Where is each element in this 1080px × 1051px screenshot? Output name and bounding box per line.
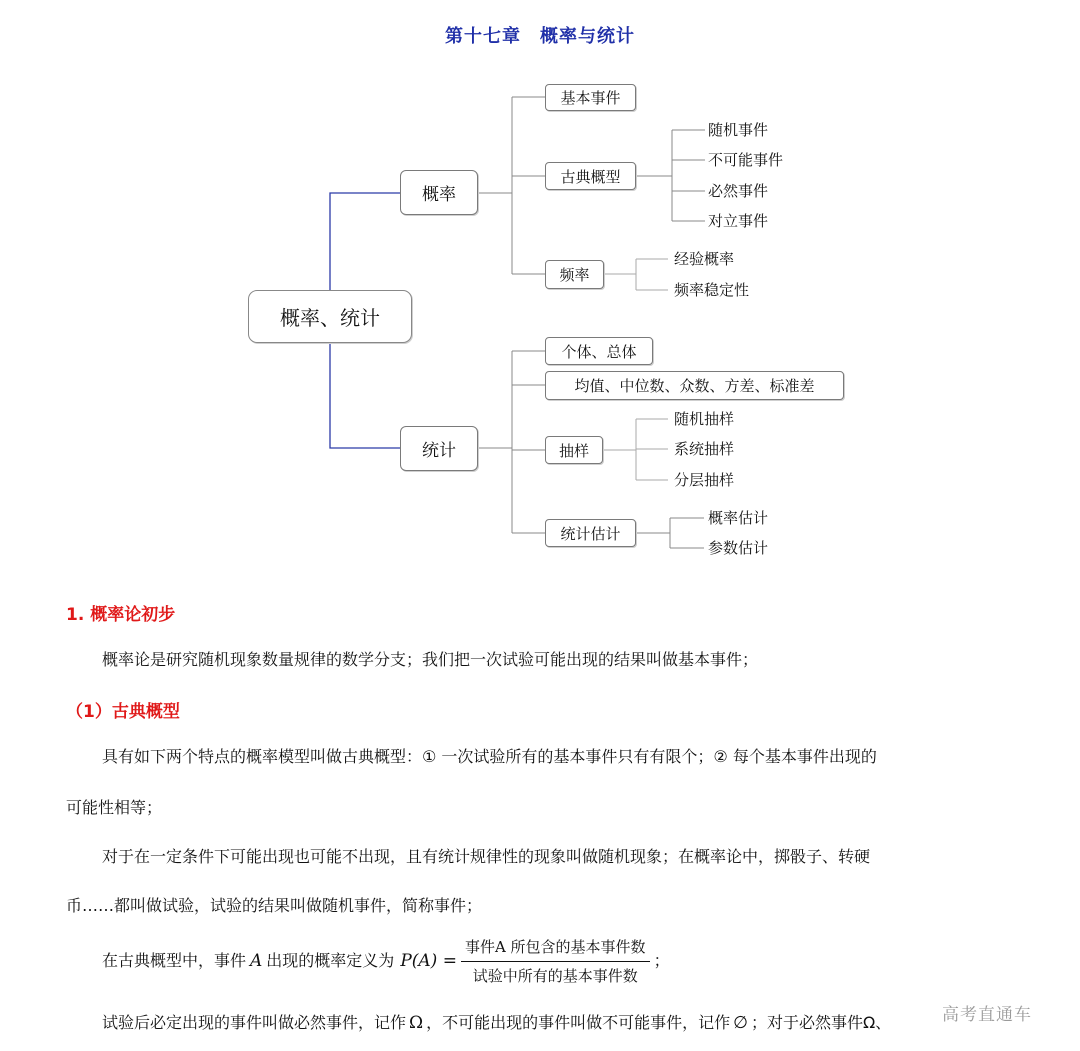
estimation-connector [636,518,704,548]
section-heading-probability-basics: 1. 概率论初步 [66,605,176,625]
leaf-random-event: 随机事件 [708,121,769,139]
paragraph-classical-features-line1: 具有如下两个特点的概率模型叫做古典概型：① 一次试验所有的基本事件只有有限个；② 每个基本事件出现的 [102,747,877,766]
chapter-title: 第十七章 概率与统计 [445,26,635,47]
leaf-frequency-stability: 频率稳定性 [674,281,750,299]
probability-node: 概率 [400,170,478,215]
frequency-node: 频率 [545,260,604,289]
leaf-impossible-event: 不可能事件 [708,151,784,169]
sampling-connector [603,419,668,480]
leaf-stratified-sampling: 分层抽样 [674,471,735,489]
omega-symbol: Ω [409,1013,424,1033]
fraction-denominator: 试验中所有的基本事件数 [472,966,638,985]
probability-fraction [461,935,650,988]
event-variable: A [250,951,263,971]
basic-event-node: 基本事件 [545,84,636,111]
subsection-heading-classical-model: （1）古典概型 [66,702,180,722]
leaf-certain-event: 必然事件 [708,182,769,200]
paragraph-probability-definition: 概率论是研究随机现象数量规律的数学分支；我们把一次试验可能出现的结果叫做基本事件； [102,650,759,669]
formula-lhs: P(A) = [400,951,457,971]
classical-model-node: 古典概型 [545,162,636,190]
leaf-opposite-event: 对立事件 [708,212,769,230]
statistics-connector [478,351,545,533]
frequency-connector [604,259,668,290]
fraction-numerator: 事件A 所包含的基本事件数 [461,935,650,962]
leaf-random-sampling: 随机抽样 [674,410,735,428]
certain-event-text: 试验后必定出现的事件叫做必然事件，记作 [102,1013,407,1032]
paragraph-certain-impossible-events [66,1011,1036,1035]
paragraph-probability-formula [66,938,1036,984]
paragraph-random-phenomenon-line1: 对于在一定条件下可能出现也可能不出现，且有统计规律性的现象叫做随机现象；在概率论中，掷骰子、转硬 [102,847,871,866]
empty-set-symbol: ∅ [733,1013,748,1033]
sampling-node: 抽样 [545,436,603,464]
formula-prefix-text: 在古典概型中，事件 [102,951,247,970]
leaf-empirical-probability: 经验概率 [674,250,735,268]
classical-connector [636,130,705,221]
individual-population-node: 个体、总体 [545,337,653,365]
probability-connector [478,97,545,274]
paragraph-random-phenomenon-line2: 币……都叫做试验，试验的结果叫做随机事件，简称事件； [66,896,483,915]
statistical-measures-node: 均值、中位数、众数、方差、标准差 [545,371,844,400]
estimation-node: 统计估计 [545,519,636,547]
mindmap-root-node: 概率、统计 [248,290,412,343]
leaf-parameter-estimation: 参数估计 [708,539,769,557]
continuation-text: ；对于必然事件Ω、 [750,1013,892,1032]
leaf-systematic-sampling: 系统抽样 [674,440,735,458]
formula-suffix: ； [653,951,670,970]
statistics-node: 统计 [400,426,478,471]
watermark-label: 高考直通车 [942,1005,1032,1025]
impossible-event-text: ，不可能出现的事件叫做不可能事件，记作 [426,1013,731,1032]
leaf-probability-estimation: 概率估计 [708,509,769,527]
paragraph-classical-features-line2: 可能性相等； [66,798,163,817]
formula-mid-text: 出现的概率定义为 [266,951,395,970]
